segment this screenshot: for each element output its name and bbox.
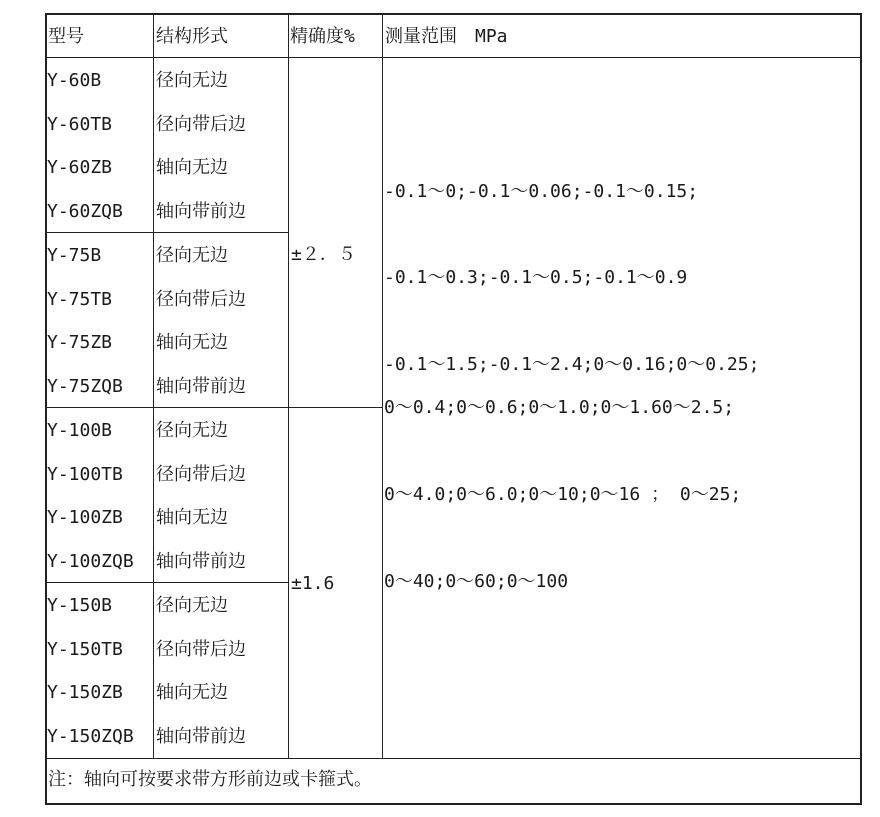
structure-cell: 径向带后边 [156, 114, 246, 135]
model-cell: Y-150TB [47, 639, 123, 660]
model-cell: Y-100B [47, 420, 113, 441]
header-accuracy: 精确度% [290, 26, 355, 47]
col-rule-3 [382, 13, 383, 758]
range-line: 0～0.4;0～0.6;0～1.0;0～1.60～2.5; [384, 397, 735, 418]
structure-cell: 轴向带前边 [156, 726, 246, 747]
table-note: 注：轴向可按要求带方形前边或卡箍式。 [48, 769, 372, 790]
accuracy-value-group1: ±２．５ [291, 244, 356, 265]
range-line: -0.1～1.5;-0.1～2.4;0～0.16;0～0.25; [384, 354, 760, 375]
range-line: -0.1～0;-0.1～0.06;-0.1～0.15; [384, 181, 699, 202]
col-rule-1 [153, 13, 154, 758]
model-cell: Y-60B [47, 70, 102, 91]
structure-cell: 轴向无边 [156, 332, 228, 353]
model-cell: Y-60TB [47, 114, 113, 135]
header-range: 测量范围 MPa [385, 26, 508, 47]
model-cell: Y-60ZQB [47, 201, 123, 222]
model-cell: Y-75ZQB [47, 376, 123, 397]
range-line: 0～40;0～60;0～100 [384, 571, 569, 592]
structure-cell: 径向带后边 [156, 639, 246, 660]
model-cell: Y-100TB [47, 464, 123, 485]
structure-cell: 轴向无边 [156, 157, 228, 178]
structure-cell: 轴向带前边 [156, 201, 246, 222]
range-line: -0.1～0.3;-0.1～0.5;-0.1～0.9 [384, 267, 688, 288]
structure-cell: 径向带后边 [156, 289, 246, 310]
col-rule-2 [288, 13, 289, 758]
group-rule-100-150 [45, 582, 288, 583]
model-cell: Y-75TB [47, 289, 113, 310]
structure-cell: 径向无边 [156, 245, 228, 266]
structure-cell: 径向无边 [156, 595, 228, 616]
range-line: 0～4.0;0～6.0;0～10;0～16 ； 0～25; [384, 484, 742, 505]
structure-cell: 轴向带前边 [156, 376, 246, 397]
structure-cell: 径向无边 [156, 70, 228, 91]
header-structure: 结构形式 [156, 26, 228, 47]
model-cell: Y-100ZQB [47, 551, 134, 572]
model-cell: Y-75B [47, 245, 102, 266]
structure-cell: 径向带后边 [156, 464, 246, 485]
model-cell: Y-100ZB [47, 507, 123, 528]
group-rule-60-75 [45, 232, 288, 233]
note-rule [45, 758, 862, 759]
header-rule [45, 57, 862, 58]
structure-cell: 轴向带前边 [156, 551, 246, 572]
model-cell: Y-150ZQB [47, 726, 134, 747]
model-cell: Y-75ZB [47, 332, 113, 353]
model-cell: Y-150B [47, 595, 113, 616]
model-cell: Y-60ZB [47, 157, 113, 178]
structure-cell: 轴向无边 [156, 682, 228, 703]
model-cell: Y-150ZB [47, 682, 123, 703]
accuracy-value-group2: ±1.6 [291, 573, 335, 594]
group-rule-75-100 [45, 407, 382, 408]
structure-cell: 轴向无边 [156, 507, 228, 528]
structure-cell: 径向无边 [156, 420, 228, 441]
header-model: 型号 [48, 26, 84, 47]
